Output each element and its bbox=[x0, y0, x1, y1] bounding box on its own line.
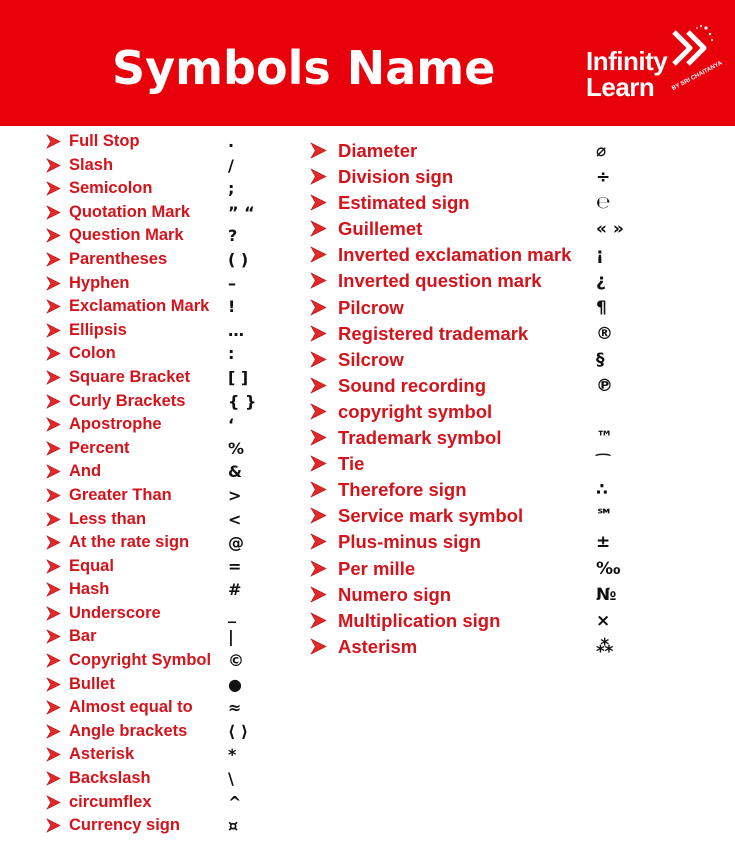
logo-tagline: BY SRI CHAITANYA bbox=[671, 60, 724, 92]
arrow-right-icon bbox=[46, 488, 61, 508]
arrow-right-icon bbox=[310, 142, 327, 164]
symbol-name: Colon bbox=[69, 344, 116, 363]
arrow-right-icon bbox=[46, 700, 61, 720]
arrow-right-icon bbox=[310, 507, 327, 529]
symbol-glyph: ‘ bbox=[228, 415, 235, 435]
symbol-glyph: * bbox=[228, 745, 237, 765]
arrow-right-icon bbox=[310, 429, 327, 451]
symbol-glyph: : bbox=[228, 344, 235, 364]
symbol-name: Per mille bbox=[338, 557, 416, 579]
arrow-right-icon bbox=[46, 252, 61, 272]
arrow-right-icon bbox=[46, 346, 61, 366]
arrow-right-icon bbox=[46, 724, 61, 744]
symbol-name: Full Stop bbox=[69, 132, 140, 150]
symbol-name: Equal bbox=[69, 556, 114, 575]
arrow-right-icon bbox=[310, 272, 327, 294]
symbol-name: Hash bbox=[69, 580, 110, 599]
symbol-glyph: « » bbox=[596, 219, 624, 240]
symbol-name: copyright symbol bbox=[338, 400, 493, 422]
symbol-name: Greater Than bbox=[69, 485, 172, 504]
symbol-name: circumflex bbox=[69, 792, 152, 811]
symbol-name: Bar bbox=[69, 627, 97, 646]
symbol-glyph: ℮ bbox=[596, 193, 611, 214]
arrow-right-icon bbox=[310, 220, 327, 242]
symbol-name: Trademark symbol bbox=[338, 427, 502, 449]
symbol-name: Pilcrow bbox=[338, 296, 404, 318]
symbol-name: Hyphen bbox=[69, 273, 130, 292]
symbol-glyph: ℠ bbox=[596, 506, 614, 527]
symbol-glyph: © bbox=[228, 651, 244, 671]
symbol-name: Quotation Mark bbox=[69, 202, 191, 221]
arrow-right-icon bbox=[46, 158, 61, 178]
arrow-right-icon bbox=[46, 747, 61, 767]
symbol-glyph: ¶ bbox=[596, 297, 607, 318]
symbol-glyph: ^ bbox=[228, 792, 242, 812]
symbol-name: Registered trademark bbox=[338, 322, 529, 344]
arrow-right-icon bbox=[46, 370, 61, 390]
symbol-glyph: ‰ bbox=[596, 558, 621, 579]
symbol-glyph: ? bbox=[228, 226, 238, 246]
symbol-glyph: \ bbox=[228, 769, 234, 789]
symbol-name: Angle brackets bbox=[69, 721, 188, 740]
symbol-name: Underscore bbox=[69, 603, 161, 622]
symbol-name: Therefore sign bbox=[338, 479, 467, 501]
symbol-glyph: ⌀ bbox=[596, 141, 607, 161]
symbol-glyph: … bbox=[228, 320, 244, 340]
symbol-glyph: . bbox=[228, 132, 235, 151]
arrow-right-icon bbox=[310, 455, 327, 477]
symbol-name: Inverted exclamation mark bbox=[338, 244, 572, 266]
symbol-name: Inverted question mark bbox=[338, 270, 542, 292]
arrow-right-icon bbox=[310, 403, 327, 425]
symbol-name: Curly Brackets bbox=[69, 391, 186, 410]
symbol-name: Exclamation Mark bbox=[69, 297, 210, 316]
arrow-right-icon bbox=[310, 351, 327, 373]
symbol-name: Diameter bbox=[338, 140, 418, 161]
symbol-glyph: ¿ bbox=[596, 271, 606, 292]
header-banner bbox=[0, 0, 735, 126]
symbol-glyph: % bbox=[228, 438, 245, 458]
arrow-right-icon bbox=[310, 560, 327, 582]
symbol-glyph: @ bbox=[228, 533, 244, 553]
symbol-glyph: ® bbox=[596, 323, 613, 344]
symbol-glyph: § bbox=[596, 349, 605, 370]
symbol-name: Ellipsis bbox=[69, 320, 127, 339]
symbol-name: Backslash bbox=[69, 769, 151, 788]
arrow-right-icon bbox=[46, 441, 61, 461]
symbol-name: Currency sign bbox=[69, 816, 180, 835]
arrow-right-icon bbox=[310, 194, 327, 216]
symbol-glyph: { } bbox=[228, 391, 257, 411]
arrow-right-icon bbox=[310, 586, 327, 608]
arrow-right-icon bbox=[46, 653, 61, 673]
symbol-glyph: ! bbox=[228, 297, 236, 317]
symbol-glyph: ● bbox=[228, 674, 242, 694]
symbol-glyph: ¡ bbox=[596, 245, 604, 266]
logo-word-infinity: Infinity bbox=[586, 46, 668, 76]
arrow-right-icon bbox=[310, 325, 327, 347]
arrow-right-icon bbox=[46, 181, 61, 201]
arrow-right-icon bbox=[46, 771, 61, 791]
symbol-name: Tie bbox=[338, 453, 365, 475]
symbol-name: Plus-minus sign bbox=[338, 531, 481, 553]
symbol-glyph: > bbox=[228, 485, 242, 505]
arrow-right-icon bbox=[46, 677, 61, 697]
symbol-name: Apostrophe bbox=[69, 415, 162, 434]
symbol-glyph: ≈ bbox=[228, 698, 242, 718]
symbol-name: Copyright Symbol bbox=[69, 651, 212, 670]
symbol-name: Asterisk bbox=[69, 745, 135, 764]
symbol-name: Multiplication sign bbox=[338, 609, 501, 631]
arrow-right-icon bbox=[46, 323, 61, 343]
symbol-glyph: ⁀ bbox=[596, 454, 611, 475]
symbol-glyph: ℗ bbox=[596, 375, 613, 396]
symbol-glyph: ⟨ ⟩ bbox=[228, 721, 249, 741]
symbol-name: Silcrow bbox=[338, 348, 404, 370]
symbol-glyph: № bbox=[596, 584, 617, 605]
arrow-right-icon bbox=[46, 464, 61, 484]
symbol-glyph: [ ] bbox=[228, 367, 249, 387]
symbol-glyph: ⁂ bbox=[596, 636, 614, 657]
arrow-right-icon bbox=[46, 818, 61, 838]
page-title: Symbols Name bbox=[112, 41, 496, 95]
arrow-right-icon bbox=[310, 299, 327, 321]
symbol-name: Less than bbox=[69, 509, 147, 528]
logo-word-learn: Learn bbox=[586, 72, 655, 102]
arrow-right-icon bbox=[46, 276, 61, 296]
symbol-glyph: ™ bbox=[596, 428, 613, 449]
arrow-right-icon bbox=[310, 638, 327, 660]
symbol-glyph: ¤ bbox=[228, 816, 239, 836]
symbol-glyph: ” “ bbox=[228, 202, 255, 222]
symbol-name: Division sign bbox=[338, 166, 454, 188]
symbol-glyph: ∴ bbox=[596, 480, 608, 501]
arrow-right-icon bbox=[46, 299, 61, 319]
symbol-glyph: – bbox=[228, 273, 236, 293]
arrow-right-icon bbox=[46, 535, 61, 555]
arrow-right-icon bbox=[46, 629, 61, 649]
symbol-name: Asterism bbox=[338, 635, 418, 657]
symbol-name: At the rate sign bbox=[69, 533, 190, 552]
symbol-name: And bbox=[69, 462, 102, 481]
symbol-name: Slash bbox=[69, 155, 114, 174]
infinity-learn-logo bbox=[582, 18, 722, 118]
symbol-glyph: ± bbox=[596, 532, 611, 553]
symbol-glyph: < bbox=[228, 509, 242, 529]
arrow-right-icon bbox=[46, 228, 61, 248]
symbol-name: Estimated sign bbox=[338, 192, 470, 214]
arrow-right-icon bbox=[310, 168, 327, 190]
symbol-glyph: | bbox=[228, 627, 234, 647]
arrow-right-icon bbox=[46, 582, 61, 602]
symbol-name: Almost equal to bbox=[69, 698, 193, 717]
arrow-right-icon bbox=[310, 612, 327, 634]
symbol-glyph: × bbox=[596, 610, 611, 631]
symbol-name: Parentheses bbox=[69, 249, 168, 268]
symbol-name: Question Mark bbox=[69, 226, 184, 245]
arrow-right-icon bbox=[310, 533, 327, 555]
symbol-name: Percent bbox=[69, 438, 130, 457]
arrow-right-icon bbox=[310, 377, 327, 399]
symbol-name: Sound recording bbox=[338, 374, 486, 396]
symbol-name: Numero sign bbox=[338, 583, 452, 605]
symbol-glyph: ( ) bbox=[228, 249, 249, 269]
symbol-name: Bullet bbox=[69, 674, 115, 693]
symbol-glyph: ÷ bbox=[596, 167, 611, 188]
arrow-right-icon bbox=[310, 246, 327, 268]
arrow-right-icon bbox=[46, 134, 61, 154]
symbol-glyph: = bbox=[228, 556, 242, 576]
arrow-right-icon bbox=[46, 417, 61, 437]
arrow-right-icon bbox=[46, 795, 61, 815]
arrow-right-icon bbox=[46, 512, 61, 532]
arrow-right-icon bbox=[46, 394, 61, 414]
symbol-name: Square Bracket bbox=[69, 367, 191, 386]
symbol-glyph: # bbox=[228, 580, 242, 600]
arrow-right-icon bbox=[310, 481, 327, 503]
symbol-name: Semicolon bbox=[69, 179, 153, 198]
symbol-glyph: / bbox=[228, 155, 234, 175]
symbol-name: Guillemet bbox=[338, 218, 423, 240]
symbol-glyph: & bbox=[228, 462, 242, 482]
symbol-glyph: ; bbox=[228, 179, 235, 199]
symbol-name: Service mark symbol bbox=[338, 505, 524, 527]
symbol-glyph: _ bbox=[228, 603, 236, 623]
arrow-right-icon bbox=[46, 606, 61, 626]
arrow-right-icon bbox=[46, 559, 61, 579]
arrow-right-icon bbox=[46, 205, 61, 225]
